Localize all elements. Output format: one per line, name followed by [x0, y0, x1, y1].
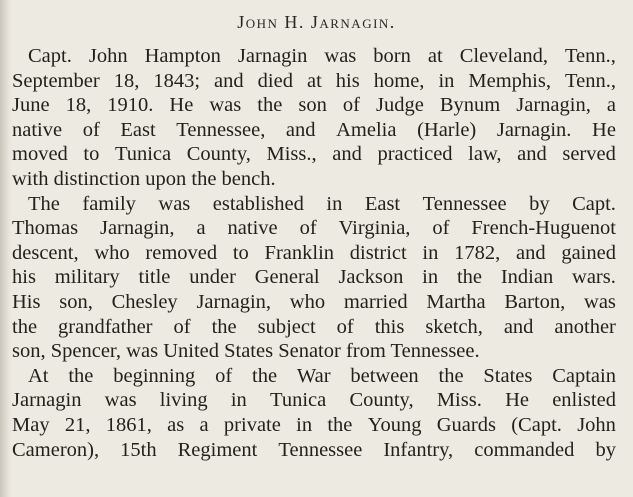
word: in [326, 192, 343, 215]
word: at [306, 69, 322, 92]
word: Jarnagin, [516, 94, 591, 117]
word: of [215, 364, 233, 387]
word: son [298, 94, 327, 117]
word: beginning [113, 364, 196, 387]
text-line [12, 413, 616, 438]
word: moved [12, 143, 68, 166]
word: Miss., [266, 143, 317, 166]
word: Franklin [264, 241, 335, 264]
word: Jarnagin, [196, 290, 272, 313]
word: Indian [500, 266, 554, 289]
word: married [343, 290, 408, 313]
word: practiced [377, 143, 453, 166]
word: the [456, 266, 482, 289]
word: was [209, 94, 242, 117]
word: 1910. [107, 94, 154, 117]
word: War [296, 364, 331, 387]
word: Cameron), [12, 438, 100, 461]
word: 15th [120, 438, 157, 461]
word: his [12, 266, 36, 289]
word: Miss. [436, 389, 482, 412]
word: Infantry, [383, 438, 454, 461]
text-line [12, 44, 616, 69]
word: born [373, 45, 411, 67]
line-text [12, 388, 616, 413]
text-line [12, 69, 616, 94]
word: another [554, 315, 616, 338]
text-line [12, 265, 616, 290]
text-line [12, 364, 616, 389]
word: law, [468, 143, 502, 166]
word: grandfather [58, 315, 153, 338]
body-text [12, 44, 616, 462]
line-text [12, 438, 616, 463]
line-text [12, 265, 616, 290]
word: Guards [436, 413, 496, 436]
word: the [12, 315, 38, 338]
page-gutter-shadow [0, 0, 12, 497]
word: this [374, 315, 405, 338]
word: to [232, 241, 249, 264]
line-text [12, 241, 616, 266]
word: enlisted [552, 389, 616, 412]
word: Virginia, [338, 217, 411, 240]
word: County, [186, 143, 251, 166]
line-text [12, 118, 616, 143]
text-line [12, 118, 616, 143]
word: died [257, 69, 293, 92]
word: who [94, 241, 130, 264]
word: and [332, 143, 362, 166]
word: in [230, 389, 247, 412]
word: served [562, 143, 616, 166]
line-text: with distinction upon the bench. [12, 167, 276, 190]
word: 21, [64, 413, 91, 436]
word: Jarnagin. [496, 118, 572, 141]
word: Chesley [111, 290, 178, 313]
word: removed [145, 241, 218, 264]
word: to [83, 143, 100, 166]
word: in [422, 266, 439, 289]
word: the [327, 413, 353, 436]
text-line [12, 290, 616, 315]
word: May [12, 413, 50, 436]
line-text [12, 290, 616, 315]
word: subject [257, 315, 316, 338]
word: September [12, 69, 100, 92]
word: He [592, 118, 616, 141]
word: the [252, 364, 278, 387]
word: established [212, 192, 304, 215]
word: was [584, 290, 616, 313]
word: John [577, 413, 616, 436]
word: by [595, 438, 616, 461]
word: Tenn., [564, 45, 616, 67]
word: States [483, 364, 533, 387]
word: of [299, 217, 317, 240]
word: as [167, 413, 185, 436]
word: of [432, 217, 450, 240]
text-line [12, 216, 616, 241]
word: title [138, 266, 171, 289]
line-text [12, 93, 616, 118]
word: native [12, 118, 63, 141]
word: Capt. [28, 45, 72, 67]
word: Tennessee [278, 438, 363, 461]
word: Tunica [114, 143, 172, 166]
word: was [104, 389, 137, 412]
word: and [285, 118, 316, 141]
word: (Capt. [511, 413, 562, 436]
word: East [364, 192, 401, 215]
word: a [199, 413, 209, 436]
word: the [438, 364, 464, 387]
word: at [427, 45, 443, 67]
word: His [12, 290, 41, 313]
word: and [214, 69, 244, 92]
word: Hampton [144, 45, 221, 67]
word: a [196, 217, 206, 240]
word: 18, [113, 69, 140, 92]
text-line [12, 339, 616, 364]
word: French-Huguenot [471, 217, 616, 240]
word: the [211, 315, 237, 338]
word: Tenn., [565, 69, 616, 92]
word: Martha [426, 290, 486, 313]
word: in [438, 69, 455, 92]
word: son, [59, 290, 93, 313]
word: County, [349, 389, 414, 412]
word: military [54, 266, 120, 289]
word: 1782, [454, 241, 501, 264]
word: under [189, 266, 236, 289]
word: 1843; [153, 69, 201, 92]
line-text [12, 69, 616, 94]
word: Tennessee, [176, 118, 266, 141]
word: district [349, 241, 407, 264]
word: of [82, 118, 100, 141]
text-line [12, 241, 616, 266]
word: General [254, 266, 320, 289]
word: who [289, 290, 326, 313]
page-heading: John H. Jarnagin. [237, 12, 396, 32]
text-line [12, 438, 616, 463]
word: Young [367, 413, 422, 436]
word: He [169, 94, 194, 117]
word: Jarnagin [12, 389, 82, 412]
line-text [12, 413, 616, 438]
word: of [342, 94, 360, 117]
word: The [28, 192, 60, 215]
word: was [158, 192, 191, 215]
line-text: son, Spencer, was United States Senator from Tennessee. [12, 340, 480, 363]
word: Captain [552, 364, 616, 387]
word: and [515, 241, 546, 264]
word: 1861, [105, 413, 152, 436]
word: Tunica [270, 389, 327, 412]
word: John [88, 45, 128, 67]
word: He [505, 389, 529, 412]
word: East [120, 118, 156, 141]
word: in [296, 413, 313, 436]
text-line [12, 93, 616, 118]
word: Amelia [336, 118, 397, 141]
word: native [227, 217, 278, 240]
word: family [82, 192, 136, 215]
line-text [12, 216, 616, 241]
word: a [606, 94, 616, 117]
text-line [12, 142, 616, 167]
text-line [12, 167, 616, 192]
word: Jarnagin, [99, 217, 175, 240]
word: At [28, 364, 49, 387]
line-text [28, 192, 616, 217]
word: Judge [375, 94, 424, 117]
word: Memphis, [468, 69, 551, 92]
word: sketch, [425, 315, 483, 338]
word: Thomas [12, 217, 79, 240]
word: Regiment [177, 438, 258, 461]
word: Bynum [439, 94, 501, 117]
word: gained [561, 241, 616, 264]
word: of [336, 315, 354, 338]
line-text [28, 44, 616, 69]
word: private [223, 413, 281, 436]
word: his [335, 69, 360, 92]
word: wars. [572, 266, 616, 289]
word: 18, [65, 94, 92, 117]
word: and [517, 143, 547, 166]
word: was [324, 45, 357, 67]
word: the [257, 94, 283, 117]
word: between [350, 364, 419, 387]
word: Tennessee [422, 192, 507, 215]
word: Jackson [338, 266, 404, 289]
word: in [422, 241, 439, 264]
text-line [12, 315, 616, 340]
line-text [28, 364, 616, 389]
word: living [159, 389, 208, 412]
line-text [12, 142, 616, 167]
word: June [12, 94, 50, 117]
text-line [12, 192, 616, 217]
word: Barton, [504, 290, 566, 313]
word: Capt. [572, 192, 616, 215]
word: by [529, 192, 550, 215]
word: descent, [12, 241, 79, 264]
word: Cleveland, [459, 45, 548, 67]
word: (Harle) [417, 118, 477, 141]
word: home, [373, 69, 425, 92]
word: the [68, 364, 94, 387]
text-line [12, 388, 616, 413]
word: of [173, 315, 191, 338]
line-text [12, 315, 616, 340]
word: and [503, 315, 534, 338]
word: commanded [474, 438, 575, 461]
word: Jarnagin [237, 45, 308, 67]
